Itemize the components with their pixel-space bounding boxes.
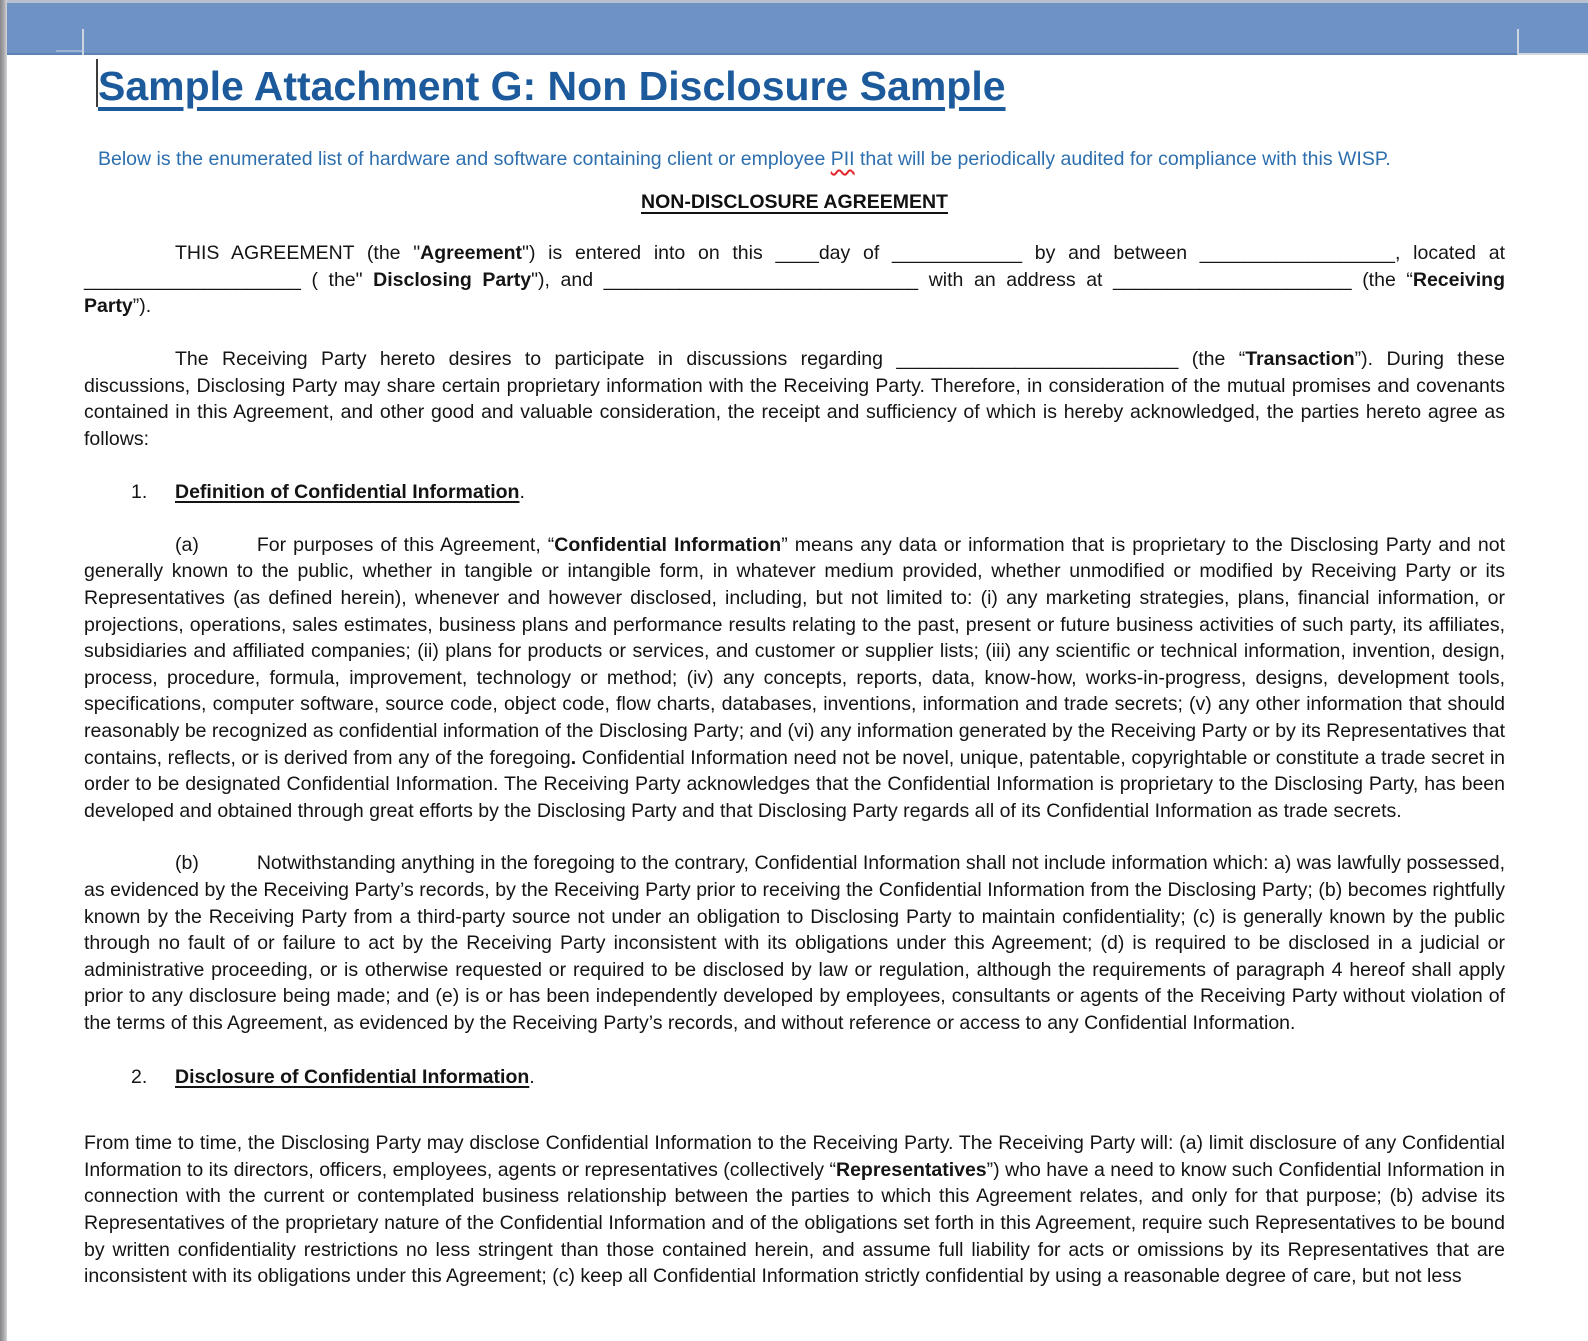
text-segment: For purposes of this Agreement, “ [256, 533, 555, 556]
text-segment: . [570, 746, 577, 769]
section-2-title: Disclosure of Confidential Information [175, 1065, 530, 1088]
text-segment: Representatives [835, 1158, 987, 1181]
section-1-suffix: . [519, 481, 525, 504]
paragraph-preamble [84, 240, 1505, 320]
margin-marker-left-horizontal [56, 50, 82, 52]
text-segment: Notwithstanding anything in the foregoing to the contrary, Confidential Information shall not include information which: a) was lawfully possessed, as evidenced by the Receiving Party’s records, by the Receiving Party prior to receiving the Confidential Information from the Disclosing Party; (b) becomes rightfully known by the Receiving Party from a third-party source not under an obligation to Disclosing Party to maintain confidentiality; (c) is generally known by the public through no fault of or failure to act by the Receiving Party inconsistent with its obligations under this Agreement; (d) is required to be disclosed in a judicial or administrative proceeding, or is otherwise requested or required to be disclosed by law or regulation, although the requirements of paragraph 4 hereof shall apply prior to any disclosure being made; and (e) is or has been independently developed by employees, consultants or agents of the Receiving Party without violation of the terms of this Agreement, as evidenced by the Receiving Party’s records, and without reference or access to any Confidential Information. [84, 852, 1505, 1034]
text-segment: Agreement [420, 242, 523, 265]
intro-note [98, 144, 1408, 175]
section-2-heading [131, 1064, 1505, 1091]
text-segment: From time to time, the Disclosing Party may disclose Confidential Information to the Receiving Party. The Receiving Party will: (a) limit disclosure of any Confidential Information to its directors, officers, employees, agents or representatives (collectively “ [84, 1132, 1505, 1181]
text-segment: (a) [175, 533, 199, 556]
paragraph-2-body [84, 1130, 1505, 1290]
editor-top-margin-area [0, 0, 1588, 55]
text-segment: ”). [132, 295, 152, 318]
text-segment: "), and _____________________________ with an address at ______________________ (the “ [531, 268, 1413, 291]
text-segment: (b) [175, 852, 199, 875]
section-1-heading [131, 479, 1505, 506]
paragraph-recitals [84, 346, 1505, 452]
document-page[interactable] [0, 55, 1588, 1341]
text-segment: Confidential Information need not be novel, unique, patentable, copyrightable or constitute a trade secret in order to be designated Confidential Information. The Receiving Party acknowledges that the Confidential Information is proprietary to the Disclosing Party, has been developed and obtained through great efforts by the Disclosing Party and that Disclosing Party regards all of its Confidential Information as trade secrets. [84, 746, 1506, 822]
text-segment: Confidential Information [554, 533, 782, 556]
window-left-edge [0, 0, 7, 1341]
text-segment: PII [830, 148, 855, 171]
margin-marker-right [1517, 29, 1519, 55]
text-segment: Below is the enumerated list of hardware and software containing client or employee [98, 148, 831, 171]
text-segment: ") is entered into on this ____day of ____________ by and between __________________, located at ____________________ ( the" [84, 242, 1505, 291]
text-segment: Disclosing Party [373, 268, 532, 291]
section-1-number: 1. [131, 481, 148, 504]
text-segment: ”) who have a need to know such Confidential Information in connection with the current or contemplated business relationship between the parties to which this Agreement relates, and only for that purpose; (b) advise its Representatives of the proprietary nature of the Confidential Information and of the obligations set forth in this Agreement, require such Representatives to be bound by written confidentiality restrictions no less stringent than those contained herein, and assume full liability for acts or omissions by its Representatives that are inconsistent with its obligations under this Agreement; (c) keep all Confidential Information strictly confidential by using a reasonable degree of care, but not less [84, 1158, 1505, 1288]
text-segment: Receiving Party [84, 268, 1505, 318]
text-segment: THIS AGREEMENT (the " [175, 242, 421, 265]
margin-marker-left [82, 29, 84, 55]
paragraph-1b [84, 850, 1505, 1036]
margin-marker-right-horizontal [1517, 53, 1588, 55]
section-1-title: Definition of Confidential Information [175, 481, 520, 504]
text-cursor [96, 59, 98, 107]
text-segment: ”). During these discussions, Disclosing Party may share certain proprietary information with the Receiving Party. Therefore, in consideration of the mutual promises and covenants contained in this Agreement, and other good and valuable consideration, the receipt and sufficiency of which is hereby acknowledged, the parties hereto agree as follows: [84, 347, 1506, 450]
agreement-heading: NON-DISCLOSURE AGREEMENT [641, 191, 948, 214]
text-segment: ” means any data or information that is proprietary to the Disclosing Party and not generally known to the public, whether in tangible or intangible form, in whatever medium provided, whether unmodified or modified by Receiving Party or its Representatives (as defined herein), whenever and however disclosed, including, but not limited to: (i) any marketing strategies, plans, financial information, or projections, operations, sales estimates, business plans and performance results relating to the past, present or future business activities of such party, its affiliates, subsidiaries and affiliated companies; (ii) plans for products or services, and customer or supplier lists; (iii) any scientific or technical information, invention, design, process, procedure, formula, improvement, technology or method; (iv) any concepts, reports, data, know-how, works-in-progress, designs, development tools, specifications, computer software, source code, object code, flow charts, databases, inventions, information and trade secrets; (v) any other information that should reasonably be recognized as confidential information of the Disclosing Party; and (vi) any information generated by the Receiving Party or by its Representatives that contains, reflects, or is derived from any of the foregoing [84, 533, 1506, 769]
text-segment: The Receiving Party hereto desires to participate in discussions regarding __________________________ (the “ [175, 347, 1246, 370]
paragraph-1a [84, 532, 1505, 825]
text-segment: that will be periodically audited for compliance with this WISP. [854, 148, 1391, 171]
page-title: Sample Attachment G: Non Disclosure Sample [98, 63, 1006, 109]
section-2-suffix: . [529, 1065, 535, 1088]
text-segment: Transaction [1245, 347, 1355, 370]
section-2-number: 2. [131, 1065, 148, 1088]
